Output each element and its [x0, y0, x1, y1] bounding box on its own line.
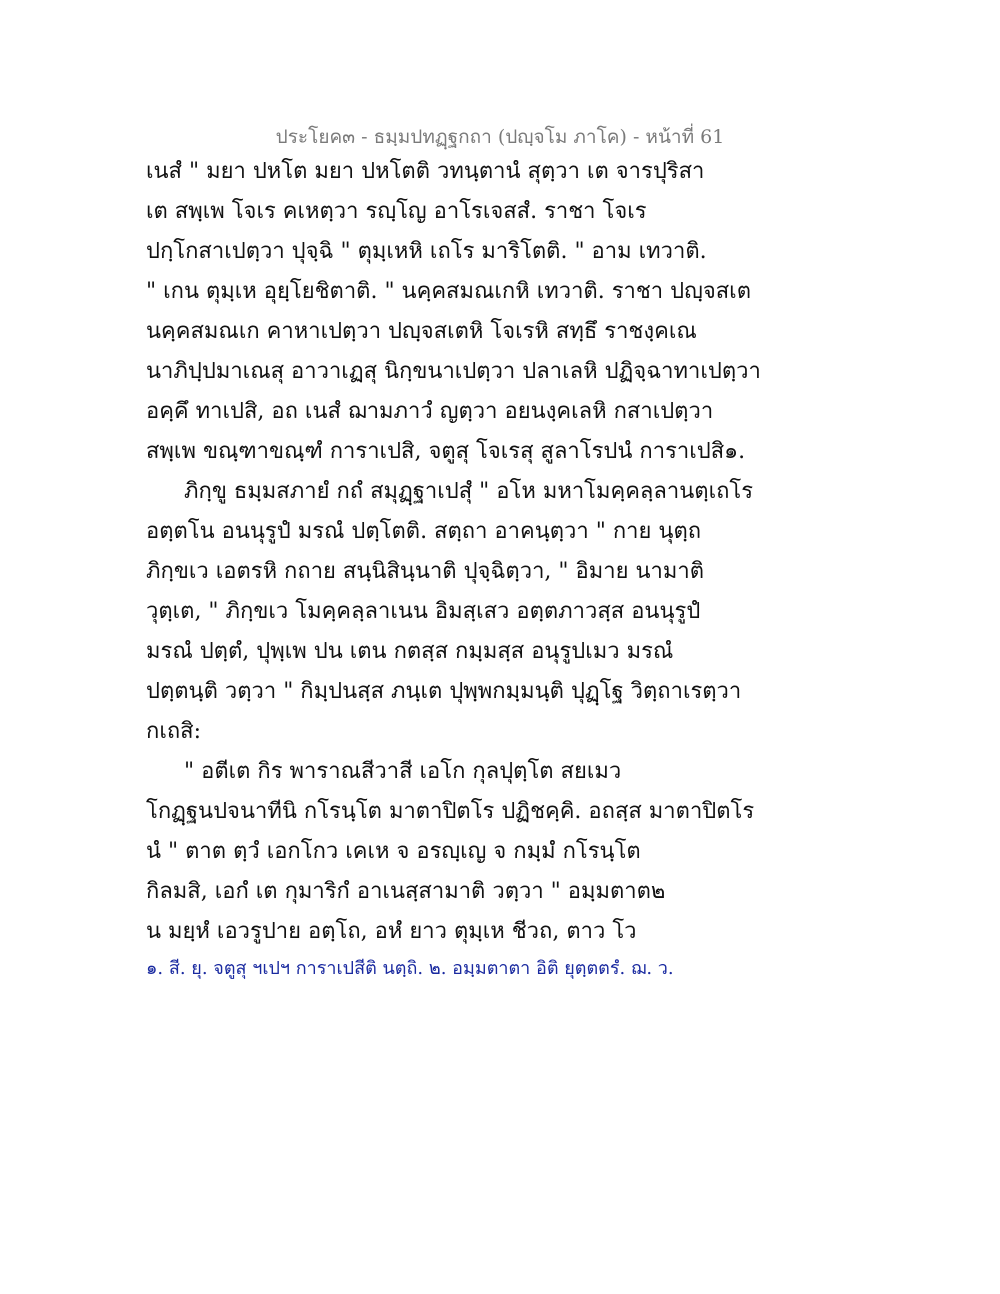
main-text [146, 152, 761, 952]
text-line: มรณํ ปตฺตํ, ปุพฺเพ ปน เตน กตสฺส กมฺมสฺส อนุรูปเมว มรณํ [146, 639, 674, 664]
page-header: ประโยค๓ - ธมฺมปทฏฺฐกถา (ปญฺจโม ภาโค) - หน้าที่ 61 [275, 126, 725, 148]
text-line: อตฺตโน อนนุรูปํ มรณํ ปตฺโตติ. สตฺถา อาคนฺตฺวา " กาย นุตฺถ [146, 519, 702, 544]
text-line: เต สพฺเพ โจเร คเหตฺวา รญฺโญ อาโรเจสสํ. ราชา โจเร [146, 199, 647, 224]
text-line: นํ " ตาต ตฺวํ เอกโกว เคเห จ อรญฺเญ จ กมฺมํ กโรนฺโต [146, 839, 641, 864]
text-line: กิลมสิ, เอกํ เต กุมาริกํ อาเนสฺสามาติ วตฺวา " อมฺมตาต๒ [146, 879, 666, 904]
text-line: ปกฺโกสาเปตฺวา ปุจฺฉิ " ตุมฺเหหิ เถโร มาริโตติ. " อาม เทวาติ. [146, 239, 707, 264]
text-line: ภิกฺขเว เอตรหิ กถาย สนฺนิสินฺนาติ ปุจฺฉิตฺวา, " อิมาย นามาติ [146, 559, 705, 584]
text-line: " เกน ตุมฺเห อุยฺโยชิตาติ. " นคฺคสมณเกหิ เทวาติ. ราชา ปญฺจสเต [146, 279, 751, 304]
text-line: สพฺเพ ขณฺฑาขณฺฑํ การาเปสิ, จตูสุ โจเรสุ สูลาโรปนํ การาเปสิ๑. [146, 439, 746, 464]
text-line: วุตฺเต, " ภิกฺขเว โมคฺคลฺลาเนน อิมสฺเสว อตฺตภาวสฺส อนนุรูปํ [146, 599, 701, 624]
text-line: ปตฺตนฺติ วตฺวา " กิมฺปนสฺส ภนฺเต ปุพฺพกมฺมนฺติ ปุฏฺโฐ วิตฺถาเรตฺวา [146, 679, 742, 704]
text-line: กเถสิ: [146, 719, 201, 744]
text-line: น มยฺหํ เอวรูปาย อตฺโถ, อหํ ยาว ตุมฺเห ชีวถ, ตาว โว [146, 919, 637, 944]
text-line: โกฏฺฐนปจนาทีนิ กโรนฺโต มาตาปิตโร ปฏิชคฺคิ. อถสฺส มาตาปิตโร [146, 799, 755, 824]
paragraph-start-line: ภิกฺขู ธมฺมสภายํ กถํ สมุฏฺฐาเปสุํ " อโห มหาโมคฺคลฺลานตฺเถโร [184, 479, 754, 504]
paragraph-start-line: " อตีเต กิร พาราณสีวาสี เอโก กุลปุตฺโต สยเมว [184, 759, 622, 784]
text-line: นาภิปฺปมาเณสุ อาวาเฏสุ นิกฺขนาเปตฺวา ปลาเลหิ ปฏิจฺฉาทาเปตฺวา [146, 359, 761, 384]
text-line: เนสํ " มยา ปหโต มยา ปหโตติ วทนฺตานํ สุตฺวา เต จารปุริสา [146, 159, 705, 184]
text-line: อคฺคึ ทาเปสิ, อถ เนสํ ฌามภาวํ ญตฺวา อยนงฺคเลหิ กสาเปตฺวา [146, 399, 714, 424]
footnote: ๑. สี. ยุ. จตูสุ ฯเปฯ การาเปสีติ นตฺถิ. ๒. อมฺมตาตา อิติ ยุตฺตตรํ. ฌ. ว. [146, 958, 674, 979]
text-line: นคฺคสมณเก คาหาเปตฺวา ปญฺจสเตหิ โจเรหิ สทฺธึ ราชงฺคเณ [146, 319, 697, 344]
